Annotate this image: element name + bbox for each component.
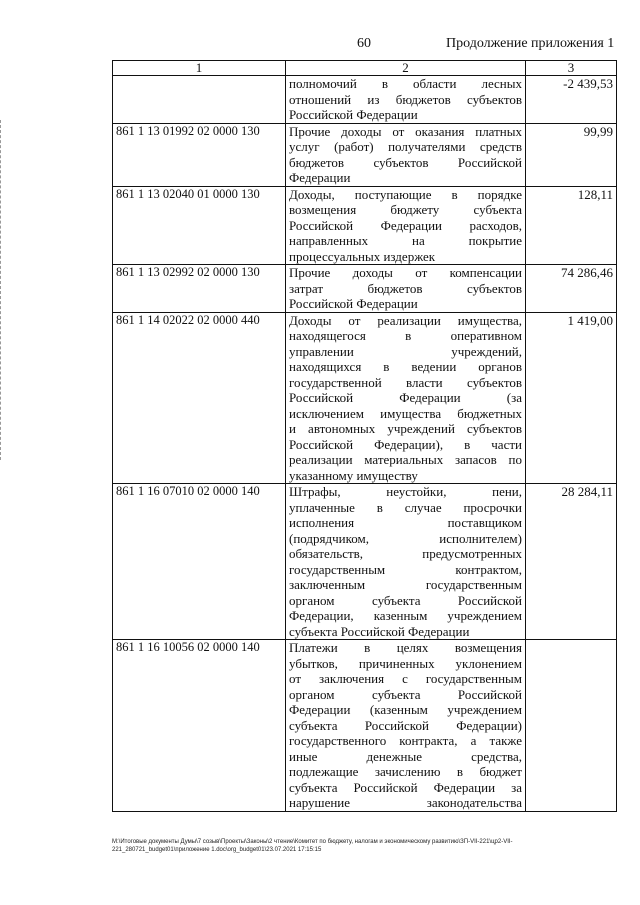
description-line: (подрядчиком, исполнителем) (289, 530, 522, 546)
description-line: находящегося в оперативном (289, 328, 522, 343)
description-line: Российской Федерации (за (289, 390, 522, 405)
description-line: уплаченные в случае просрочки (289, 499, 522, 515)
amount-cell: 28 284,11 (526, 484, 617, 640)
column-header: 3 (526, 61, 617, 76)
table-row (113, 265, 617, 313)
description-line: полномочий в области лесных (289, 76, 522, 91)
description-line: Федерации (казенным учреждением (289, 702, 522, 717)
description-cell (286, 123, 526, 186)
page-number: 60 (357, 36, 371, 51)
description-cell (286, 186, 526, 265)
description-line: управлении учреждений, (289, 343, 522, 359)
description-line: органом субъекта Российской (289, 686, 522, 702)
description-line: Прочие доходы от оказания платных (289, 123, 522, 139)
table-row (113, 484, 617, 640)
description-line: затрат бюджетов субъектов (289, 280, 522, 296)
amount-cell (526, 640, 617, 812)
amount-cell: 1 419,00 (526, 312, 617, 484)
footer-path-line: М:\Итоговые документы Думы\7 созыв\Проекты\Законы\2 чтение\Комитет по бюджету, налогам и экономическому развитию\ЗП-VII-221\цр2-VII- (112, 839, 513, 845)
column-number-row (113, 61, 617, 76)
page-header (0, 36, 640, 56)
description-line: субъекта Российской Федерации) (289, 717, 522, 733)
income-code-cell: 861 1 13 02040 01 0000 130 (113, 186, 286, 265)
amount-cell: 128,11 (526, 186, 617, 265)
table-row (113, 640, 617, 812)
description-line: находящихся в ведении органов (289, 359, 522, 374)
description-line: Федерации, казенным учреждением (289, 608, 522, 623)
income-code-cell: 861 1 13 01992 02 0000 130 (113, 123, 286, 186)
description-line: и автономных учреждений субъектов (289, 421, 522, 436)
description-line: убытков, причиненных уклонением (289, 655, 522, 671)
income-code-cell (113, 76, 286, 124)
description-line: Прочие доходы от компенсации (289, 265, 522, 280)
description-line: процессуальных издержек (289, 248, 436, 264)
description-line: Российской Федерации расходов, (289, 217, 522, 233)
description-line: Российской Федерации), в части (289, 436, 522, 452)
description-line: от заключения с государственным (289, 671, 522, 686)
description-line: услуг (работ) получателями средств (289, 139, 522, 154)
file-path-footer (112, 838, 622, 854)
description-line: исполнения поставщиком (289, 515, 522, 530)
description-line: указанному имуществу (289, 467, 418, 483)
amount-cell: 74 286,46 (526, 265, 617, 313)
description-line: Российской Федерации (289, 296, 418, 311)
description-line: Платежи в целях возмещения (289, 640, 522, 655)
description-line: возмещения бюджету субъекта (289, 202, 522, 217)
description-cell (286, 640, 526, 812)
description-line: Штрафы, неустойки, пени, (289, 484, 522, 499)
left-edge-mark (0, 120, 3, 460)
description-line: нарушение законодательства (289, 795, 522, 810)
description-cell (286, 484, 526, 640)
description-line: исключением имущества бюджетных (289, 405, 522, 421)
description-cell (286, 265, 526, 313)
description-line: Федерации (289, 170, 351, 185)
description-line: реализации материальных запасов по (289, 452, 522, 467)
description-line: государственной власти субъектов (289, 374, 522, 390)
description-line: подлежащие зачислению в бюджет (289, 764, 522, 779)
description-cell (286, 76, 526, 124)
description-line: государственного контракта, а также (289, 733, 522, 748)
description-line: Доходы от реализации имущества, (289, 312, 522, 328)
description-line: обязательств, предусмотренных (289, 546, 522, 561)
description-line: направленных на покрытие (289, 233, 522, 248)
table-row (113, 186, 617, 265)
amount-cell: -2 439,53 (526, 76, 617, 124)
column-header: 1 (113, 61, 286, 76)
description-cell (286, 312, 526, 484)
description-line: заключенным государственным (289, 577, 522, 592)
description-line: государственным контрактом, (289, 561, 522, 577)
description-line: Российской Федерации (289, 107, 418, 122)
description-line: субъекта Российской Федерации за (289, 779, 522, 795)
table-row (113, 123, 617, 186)
table-row (113, 312, 617, 484)
income-code-cell: 861 1 16 10056 02 0000 140 (113, 640, 286, 812)
description-line: Доходы, поступающие в порядке (289, 186, 522, 202)
column-header: 2 (286, 61, 526, 76)
income-code-cell: 861 1 14 02022 02 0000 440 (113, 312, 286, 484)
description-line: отношений из бюджетов субъектов (289, 91, 522, 107)
description-line: иные денежные средства, (289, 748, 522, 764)
amount-cell: 99,99 (526, 123, 617, 186)
description-line: органом субъекта Российской (289, 592, 522, 608)
continuation-label: Продолжение приложения 1 (446, 36, 615, 51)
description-line: субъекта Российской Федерации (289, 623, 470, 639)
income-code-cell: 861 1 16 07010 02 0000 140 (113, 484, 286, 640)
revenue-table (112, 60, 617, 812)
footer-path-line: 221_280721_budget01\приложение 1.doc\org_budget01\23.07.2021 17:15:15 (112, 847, 322, 853)
table-row (113, 76, 617, 124)
description-line: бюджетов субъектов Российской (289, 154, 522, 170)
income-code-cell: 861 1 13 02992 02 0000 130 (113, 265, 286, 313)
